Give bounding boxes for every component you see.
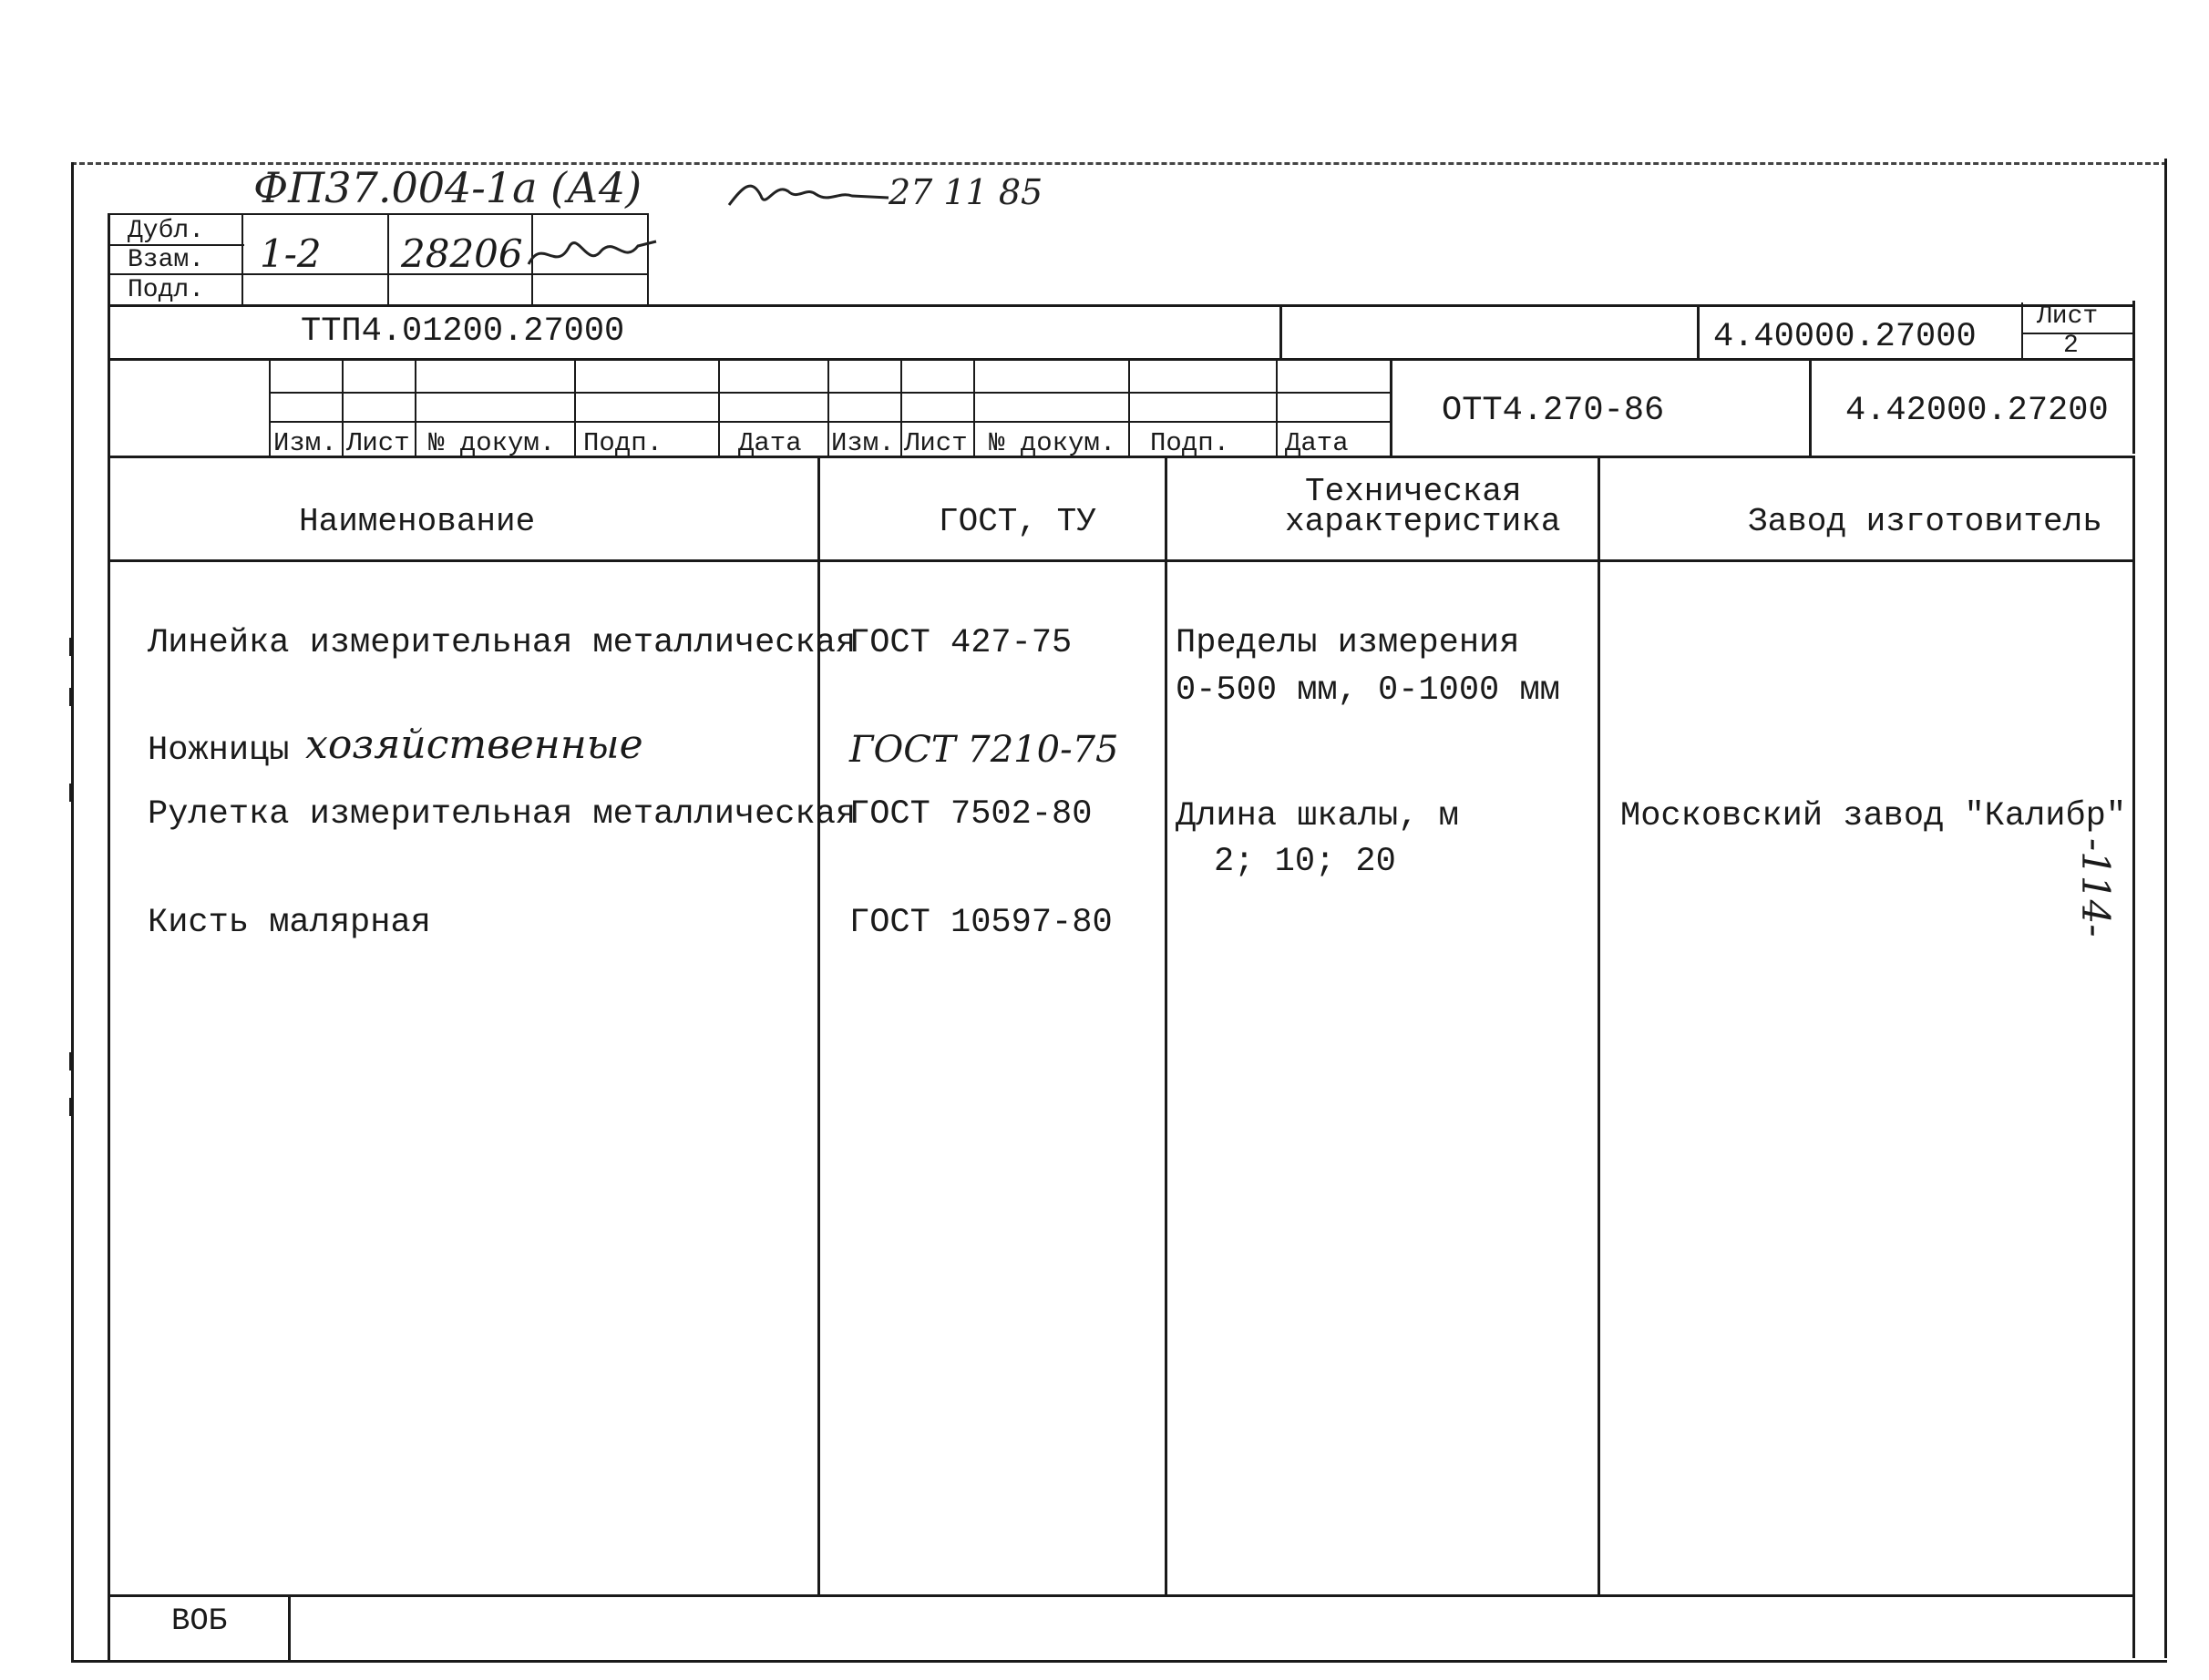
- row2-name-hand: хозяйственные: [305, 722, 643, 768]
- header-name: Наименование: [299, 503, 536, 540]
- dup-line-1: [108, 213, 647, 215]
- title-divider-1: [1279, 304, 1282, 359]
- stamp-col-10: [1390, 361, 1392, 456]
- dup-col-1: [241, 213, 243, 304]
- table-col-divider-2: [1165, 456, 1167, 1596]
- row1-gost: ГОСТ 427-75: [849, 624, 1073, 662]
- date-mark: 27 11 85: [889, 172, 1043, 212]
- stamp-col-label-1: Изм.: [273, 428, 337, 458]
- header-maker: Завод изготовитель: [1748, 503, 2102, 540]
- title-right-code: 4.40000.27000: [1713, 318, 1977, 356]
- stamp-code-1: ОТТ4.270-86: [1442, 392, 1665, 430]
- row3-maker: Московский завод "Калибр": [1620, 797, 2127, 835]
- row2-gost-hand: ГОСТ 7210-75: [849, 729, 1119, 771]
- header-gost: ГОСТ, ТУ: [939, 503, 1096, 540]
- stamp-col-11: [1809, 361, 1812, 456]
- side-page-number: -114-: [2073, 838, 2118, 937]
- signature-mark: [724, 169, 898, 223]
- stamp-col-label-8: № докум.: [989, 428, 1116, 458]
- row3-name: Рулетка измерительная металлическая: [148, 795, 857, 834]
- stamp-col-label-2: Лист: [346, 428, 410, 458]
- row3-gost: ГОСТ 7502-80: [849, 795, 1093, 834]
- row3-tech1: Длина шкалы, м: [1176, 797, 1459, 835]
- stamp-col-2: [415, 361, 416, 456]
- table-footer-line: [108, 1594, 2132, 1597]
- row4-gost: ГОСТ 10597-80: [849, 904, 1113, 942]
- stamp-col-label-10: Дата: [1285, 428, 1349, 458]
- row4-name: Кисть малярная: [148, 904, 431, 942]
- frame-right: [2164, 159, 2167, 1658]
- table-col-divider-3: [1598, 456, 1600, 1596]
- margin-tick-4: [69, 1052, 71, 1070]
- table-left-border: [108, 456, 110, 1660]
- row3-tech2: 2; 10; 20: [1214, 843, 1396, 881]
- stamp-col-6: [900, 361, 902, 456]
- stamp-col-label-7: Лист: [904, 428, 968, 458]
- dup-value: 1-2: [260, 231, 322, 276]
- frame-bottom: [71, 1660, 2167, 1663]
- title-divider-3: [2021, 302, 2023, 359]
- margin-tick-3: [69, 784, 71, 802]
- row2-name-prefix: Ножницы: [148, 732, 290, 770]
- header-tech-line1: Техническая: [1305, 473, 1522, 510]
- table-header-bottom: [108, 559, 2132, 562]
- stamp-col-3: [574, 361, 576, 456]
- stamp-col-label-6: Изм.: [831, 428, 895, 458]
- title-divider-2: [1697, 304, 1700, 359]
- dup-label: Дубл.: [128, 217, 205, 245]
- sheet-number: 2: [2063, 332, 2079, 360]
- stamp-col-5: [827, 361, 829, 456]
- stamp-col-label-3: № докум.: [428, 428, 556, 458]
- podl-label: Подл.: [128, 276, 205, 304]
- stamp-code-2: 4.42000.27200: [1845, 392, 2109, 430]
- stamp-col-8: [1128, 361, 1130, 456]
- stamp-subline-1: [269, 392, 1390, 394]
- stamp-col-0: [269, 361, 271, 456]
- stamp-col-4: [718, 361, 720, 456]
- frame-top-dashed: [71, 162, 2167, 165]
- footer-code: ВОБ: [171, 1604, 228, 1639]
- margin-tick-1: [69, 638, 71, 656]
- dup-signature: [524, 228, 661, 282]
- stamp-col-label-4: Подп.: [583, 428, 663, 458]
- row1-tech1: Пределы измерения: [1176, 624, 1520, 662]
- stamp-left-border: [108, 304, 110, 457]
- dup-number: 28206: [401, 231, 523, 276]
- title-left-code: ТТП4.01200.27000: [301, 312, 625, 351]
- stamp-col-9: [1276, 361, 1278, 456]
- table-right-border: [2132, 456, 2135, 1658]
- dup-col-2: [387, 213, 389, 304]
- stamp-col-label-5: Дата: [738, 428, 802, 458]
- row1-tech2: 0-500 мм, 0-1000 мм: [1176, 671, 1560, 710]
- form-code: ФП37.004-1а (А4): [253, 163, 642, 212]
- title-row-bottom: [108, 358, 2132, 361]
- dup-border-left: [108, 213, 110, 304]
- title-right-border: [2132, 301, 2135, 454]
- title-row-top: [108, 304, 2132, 307]
- margin-tick-2: [69, 688, 71, 706]
- stamp-bottom: [108, 456, 2132, 458]
- stamp-subline-2: [269, 421, 1390, 423]
- stamp-col-7: [973, 361, 975, 456]
- margin-tick-5: [69, 1098, 71, 1116]
- stamp-col-label-9: Подп.: [1150, 428, 1230, 458]
- stamp-col-1: [342, 361, 344, 456]
- header-tech-line2: характеристика: [1285, 503, 1561, 540]
- footer-divider: [288, 1594, 291, 1660]
- row1-name: Линейка измерительная металлическая: [148, 624, 857, 662]
- frame-left: [71, 162, 74, 1662]
- sheet-label: Лист: [2037, 302, 2099, 331]
- zam-label: Взам.: [128, 246, 205, 274]
